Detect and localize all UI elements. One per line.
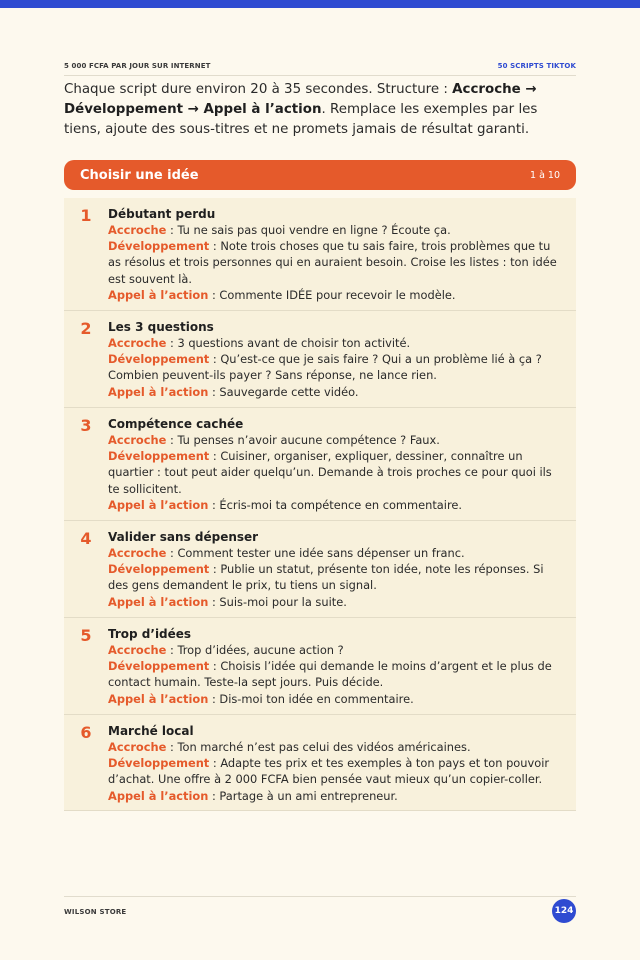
script-name: Débutant perdu: [108, 207, 216, 221]
script-hook: Accroche : Trop d’idées, aucune action ?: [108, 643, 344, 657]
dev-label: Développement: [108, 756, 210, 771]
script-development: Développement : Cuisiner, organiser, expliquer, dessiner, connaître un quartier : tout peut aider quelqu’un. Demande à trois proches ce pour quoi ils te sollicitent.: [108, 449, 552, 496]
script-name: Trop d’idées: [108, 627, 192, 641]
cta-label: Appel à l’action: [108, 691, 209, 706]
cta-text: Écris-moi ta compétence en commentaire.: [219, 497, 463, 512]
script-cta: Appel à l’action : Suis-moi pour la suite.: [108, 594, 347, 609]
dev-label: Développement: [108, 449, 210, 464]
script-cta: Appel à l’action : Partage à un ami entrepreneur.: [108, 788, 398, 803]
intro-paragraph: [64, 80, 576, 140]
cta-text: Commente IDÉE pour recevoir le modèle.: [219, 287, 456, 302]
section-header: [64, 160, 576, 190]
script-development: Développement : Note trois choses que tu sais faire, trois problèmes que tu as résolus et trois personnes qui en auraient besoin. Croise les listes : ton idée est souvent là.: [108, 239, 557, 286]
script-hook: Accroche : Tu penses n’avoir aucune compétence ? Faux.: [108, 433, 440, 447]
script-item: [64, 198, 576, 311]
section-range: 1 à 10: [530, 169, 560, 181]
script-hook: Accroche : Tu ne sais pas quoi vendre en ligne ? Écoute ça.: [108, 223, 451, 237]
script-cta: Appel à l’action : Sauvegarde cette vidéo.: [108, 384, 359, 399]
script-number: 6: [80, 723, 92, 742]
dev-text: Publie un statut, présente ton idée, note les réponses. Si des gens demandent le prix, tu tiens un signal.: [108, 562, 544, 593]
intro-text-2: . Remplace les exemples par les tiens, ajoute des sous-titres et ne promets jamais de résultat garanti.: [64, 102, 538, 137]
running-header: [64, 62, 576, 76]
cta-text: Partage à un ami entrepreneur.: [219, 788, 398, 803]
script-content: [108, 416, 576, 520]
cta-label: Appel à l’action: [108, 594, 209, 609]
script-item: [64, 408, 576, 521]
script-cta: Appel à l’action : Commente IDÉE pour recevoir le modèle.: [108, 287, 456, 302]
script-content: [108, 529, 576, 617]
script-item: [64, 618, 576, 715]
page-footer: [64, 896, 576, 923]
hook-text: Trop d’idées, aucune action ?: [177, 643, 344, 657]
hook-text: Comment tester une idée sans dépenser un franc.: [177, 546, 465, 560]
hook-label: Accroche: [108, 643, 167, 657]
intro-structure: Accroche → Développement → Appel à l’action: [64, 82, 537, 117]
intro-text-1: Chaque script dure environ 20 à 35 secondes. Structure :: [64, 82, 453, 97]
cta-text: Sauvegarde cette vidéo.: [219, 384, 359, 399]
hook-label: Accroche: [108, 740, 167, 754]
dev-label: Développement: [108, 239, 210, 254]
hook-label: Accroche: [108, 546, 167, 560]
script-list: [64, 198, 576, 811]
script-item: [64, 715, 576, 811]
script-number: 4: [80, 529, 92, 548]
chapter-title: 50 SCRIPTS TIKTOK: [497, 62, 576, 70]
script-development: Développement : Adapte tes prix et tes exemples à ton pays et ton pouvoir d’achat. Une offre à 2 000 FCFA bien pensée vaut mieux qu’un copier-coller.: [108, 756, 550, 787]
dev-text: Cuisiner, organiser, expliquer, dessiner, connaître un quartier : tout peut aider quelqu’un. Demande à trois proches ce pour quoi ils te sollicitent.: [108, 449, 552, 496]
script-number: 1: [80, 206, 92, 225]
script-hook: Accroche : Comment tester une idée sans dépenser un franc.: [108, 546, 465, 560]
script-name: Les 3 questions: [108, 320, 214, 334]
section-title: Choisir une idée: [80, 167, 199, 183]
dev-text: Adapte tes prix et tes exemples à ton pays et ton pouvoir d’achat. Une offre à 2 000 FCFA bien pensée vaut mieux qu’un copier-coller.: [108, 756, 550, 787]
script-cta: Appel à l’action : Dis-moi ton idée en commentaire.: [108, 691, 414, 706]
footer-brand: WILSON STORE: [64, 908, 127, 916]
dev-label: Développement: [108, 562, 210, 577]
hook-text: Ton marché n’est pas celui des vidéos américaines.: [177, 740, 471, 754]
cta-label: Appel à l’action: [108, 384, 209, 399]
script-content: [108, 723, 576, 810]
cta-label: Appel à l’action: [108, 287, 209, 302]
script-item: [64, 311, 576, 408]
script-number: 2: [80, 319, 92, 338]
script-name: Valider sans dépenser: [108, 530, 259, 544]
hook-text: 3 questions avant de choisir ton activité.: [177, 336, 411, 350]
top-accent-bar: [0, 0, 640, 8]
script-number: 5: [80, 626, 92, 645]
dev-text: Qu’est-ce que je sais faire ? Qui a un problème lié à ça ? Combien peuvent-ils payer ? Sans réponse, ne lance rien.: [108, 352, 542, 383]
script-content: [108, 319, 576, 407]
script-cta: Appel à l’action : Écris-moi ta compétence en commentaire.: [108, 497, 463, 512]
script-development: Développement : Publie un statut, présente ton idée, note les réponses. Si des gens demandent le prix, tu tiens un signal.: [108, 562, 544, 593]
hook-text: Tu ne sais pas quoi vendre en ligne ? Écoute ça.: [177, 223, 451, 237]
dev-label: Développement: [108, 659, 210, 674]
hook-label: Accroche: [108, 433, 167, 447]
dev-text: Note trois choses que tu sais faire, trois problèmes que tu as résolus et trois personnes qui en auraient besoin. Croise les listes : ton idée est souvent là.: [108, 239, 557, 286]
cta-label: Appel à l’action: [108, 788, 209, 803]
page-number-badge: 124: [552, 899, 576, 923]
script-development: Développement : Qu’est-ce que je sais faire ? Qui a un problème lié à ça ? Combien peuvent-ils payer ? Sans réponse, ne lance rien.: [108, 352, 542, 383]
cta-label: Appel à l’action: [108, 497, 209, 512]
script-development: Développement : Choisis l’idée qui demande le moins d’argent et le plus de contact humain. Teste-la sept jours. Puis décide.: [108, 659, 552, 690]
script-content: [108, 626, 576, 714]
script-hook: Accroche : Ton marché n’est pas celui des vidéos américaines.: [108, 740, 471, 754]
cta-text: Suis-moi pour la suite.: [219, 594, 347, 609]
dev-label: Développement: [108, 352, 210, 367]
hook-label: Accroche: [108, 336, 167, 350]
dev-text: Choisis l’idée qui demande le moins d’argent et le plus de contact humain. Teste-la sept jours. Puis décide.: [108, 659, 552, 690]
script-number: 3: [80, 416, 92, 435]
hook-label: Accroche: [108, 223, 167, 237]
hook-text: Tu penses n’avoir aucune compétence ? Faux.: [177, 433, 440, 447]
script-item: [64, 521, 576, 618]
book-title: 5 000 FCFA PAR JOUR SUR INTERNET: [64, 62, 211, 70]
cta-text: Dis-moi ton idée en commentaire.: [219, 691, 414, 706]
script-content: [108, 206, 576, 310]
script-hook: Accroche : 3 questions avant de choisir ton activité.: [108, 336, 411, 350]
script-name: Marché local: [108, 724, 194, 738]
script-name: Compétence cachée: [108, 417, 244, 431]
